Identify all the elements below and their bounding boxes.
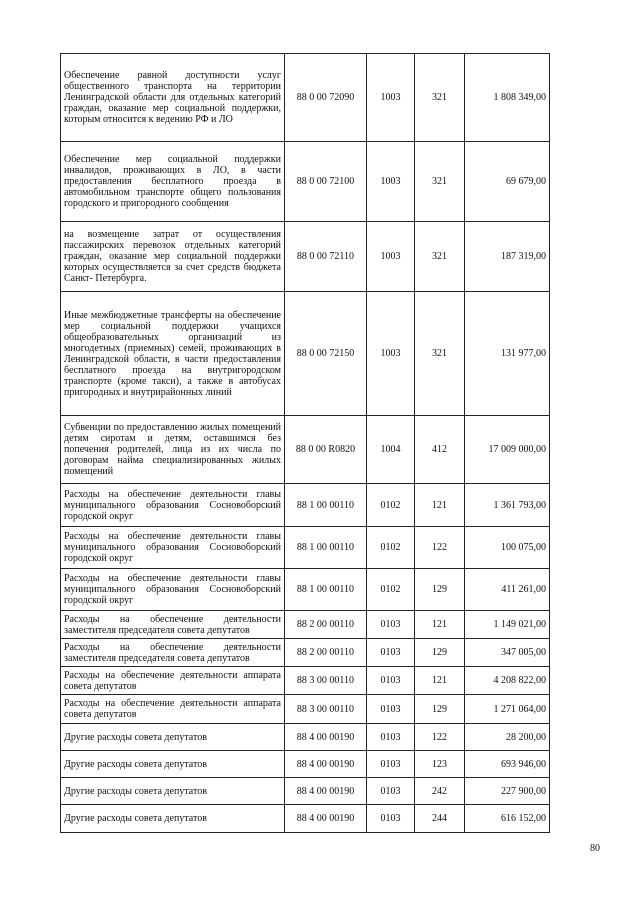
table-row [61,142,550,222]
row-section-code: 0103 [367,667,415,695]
row-description: Другие расходы совета депутатов [61,805,285,833]
row-description: Субвенции по предоставлению жилых помещений детям сиротам и детям, оставшимся без попечения родителей, лица из их числа по договорам найма специализированных жилых помещений [61,416,285,484]
row-target-code: 88 4 00 00190 [285,778,367,805]
row-section-code: 0102 [367,527,415,569]
table-row [61,724,550,751]
row-description: Иные межбюджетные трансферты на обеспечение мер социальной поддержки учащихся общеобразовательных организаций из многодетных (приемных) семей, проживающих в Ленинградской области, в части предоставления бесплатного проезда на внутригородском транспорте (кроме такси), а также в автобусах пригородных и внутрирайонных линий [61,292,285,416]
row-target-code: 88 2 00 00110 [285,639,367,667]
row-amount: 187 319,00 [465,222,550,292]
row-description: Расходы на обеспечение деятельности аппарата совета депутатов [61,695,285,724]
row-expense-type: 321 [415,222,465,292]
row-description: Обеспечение мер социальной поддержки инвалидов, проживающих в ЛО, в части предоставления бесплатного проезда в автомобильном транспорте общего пользования городского и пригородного сообщения [61,142,285,222]
row-amount: 4 208 822,00 [465,667,550,695]
row-expense-type: 122 [415,724,465,751]
row-expense-type: 321 [415,292,465,416]
row-section-code: 0103 [367,611,415,639]
row-expense-type: 129 [415,695,465,724]
row-amount: 17 009 000,00 [465,416,550,484]
row-amount: 69 679,00 [465,142,550,222]
row-amount: 1 808 349,00 [465,54,550,142]
table-row [61,695,550,724]
row-target-code: 88 0 00 72110 [285,222,367,292]
table-row [61,639,550,667]
table-row [61,569,550,611]
row-section-code: 0102 [367,484,415,527]
row-amount: 131 977,00 [465,292,550,416]
row-target-code: 88 2 00 00110 [285,611,367,639]
row-expense-type: 244 [415,805,465,833]
row-description: Другие расходы совета депутатов [61,751,285,778]
table-row [61,222,550,292]
table-row [61,778,550,805]
row-expense-type: 121 [415,667,465,695]
row-expense-type: 242 [415,778,465,805]
row-amount: 1 361 793,00 [465,484,550,527]
budget-table [60,53,550,833]
row-expense-type: 321 [415,142,465,222]
row-expense-type: 129 [415,639,465,667]
table-row [61,805,550,833]
row-amount: 100 075,00 [465,527,550,569]
row-target-code: 88 0 00 72090 [285,54,367,142]
table-row [61,54,550,142]
row-description: Обеспечение равной доступности услуг общественного транспорта на территории Ленинградской области для отдельных категорий граждан, оказание мер социальной поддержки, которым относится к ведению РФ и ЛО [61,54,285,142]
row-expense-type: 121 [415,484,465,527]
row-expense-type: 123 [415,751,465,778]
row-amount: 693 946,00 [465,751,550,778]
row-target-code: 88 0 00 72150 [285,292,367,416]
row-description: Расходы на обеспечение деятельности заместителя председателя совета депутатов [61,611,285,639]
row-amount: 616 152,00 [465,805,550,833]
row-amount: 411 261,00 [465,569,550,611]
row-section-code: 1003 [367,142,415,222]
table-row [61,751,550,778]
row-target-code: 88 1 00 00110 [285,484,367,527]
row-description: Другие расходы совета депутатов [61,778,285,805]
row-section-code: 1003 [367,54,415,142]
row-target-code: 88 3 00 00110 [285,667,367,695]
row-amount: 1 149 021,00 [465,611,550,639]
row-section-code: 1003 [367,292,415,416]
row-target-code: 88 4 00 00190 [285,805,367,833]
row-expense-type: 412 [415,416,465,484]
row-section-code: 0103 [367,751,415,778]
table-row [61,611,550,639]
row-section-code: 1004 [367,416,415,484]
row-section-code: 0103 [367,639,415,667]
row-section-code: 0102 [367,569,415,611]
row-target-code: 88 3 00 00110 [285,695,367,724]
row-target-code: 88 1 00 00110 [285,569,367,611]
row-amount: 347 005,00 [465,639,550,667]
table-row [61,292,550,416]
row-target-code: 88 1 00 00110 [285,527,367,569]
table-row [61,527,550,569]
row-target-code: 88 0 00 72100 [285,142,367,222]
row-description: Расходы на обеспечение деятельности главы муниципального образования Сосновоборский городской округ [61,569,285,611]
table-row [61,416,550,484]
row-section-code: 1003 [367,222,415,292]
row-target-code: 88 0 00 R0820 [285,416,367,484]
row-expense-type: 121 [415,611,465,639]
row-section-code: 0103 [367,805,415,833]
row-section-code: 0103 [367,724,415,751]
row-description: Расходы на обеспечение деятельности аппарата совета депутатов [61,667,285,695]
row-expense-type: 129 [415,569,465,611]
row-section-code: 0103 [367,778,415,805]
row-expense-type: 122 [415,527,465,569]
table-row [61,667,550,695]
row-amount: 227 900,00 [465,778,550,805]
row-description: Расходы на обеспечение деятельности главы муниципального образования Сосновоборский городской округ [61,484,285,527]
row-expense-type: 321 [415,54,465,142]
row-description: Другие расходы совета депутатов [61,724,285,751]
row-amount: 28 200,00 [465,724,550,751]
row-description: Расходы на обеспечение деятельности заместителя председателя совета депутатов [61,639,285,667]
page-number: 80 [590,843,600,854]
row-target-code: 88 4 00 00190 [285,724,367,751]
row-section-code: 0103 [367,695,415,724]
row-target-code: 88 4 00 00190 [285,751,367,778]
row-amount: 1 271 064,00 [465,695,550,724]
table-row [61,484,550,527]
row-description: Расходы на обеспечение деятельности главы муниципального образования Сосновоборский городской округ [61,527,285,569]
row-description: на возмещение затрат от осуществления пассажирских перевозок отдельных категорий граждан, оказание мер социальной поддержки которых осуществляется за счет средств бюджета Санкт- Петербурга. [61,222,285,292]
